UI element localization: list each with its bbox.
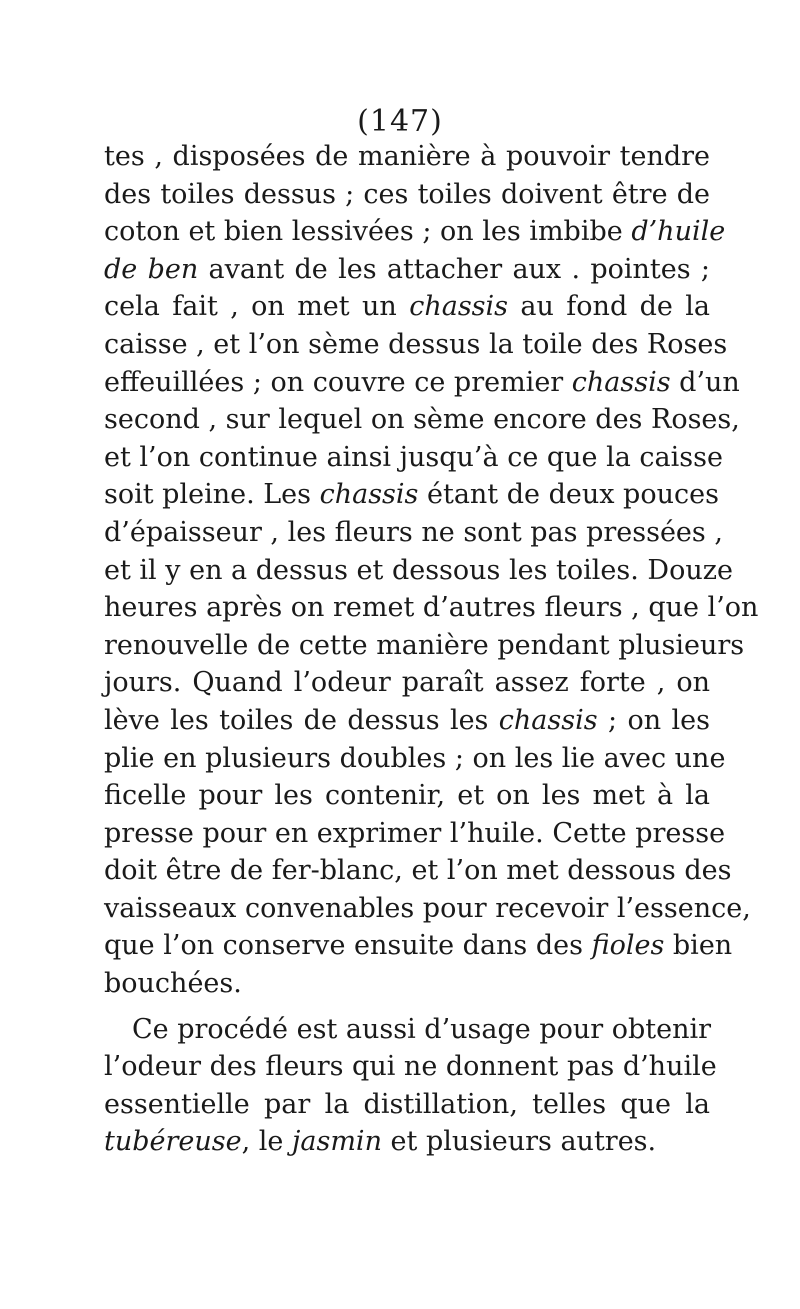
text-run: doit être de fer-blanc, et l’on met dessous des	[104, 855, 732, 887]
text-run: d’un	[670, 366, 740, 398]
text-line	[104, 326, 728, 364]
text-run: presse pour en exprimer l’huile. Cette presse	[104, 817, 726, 849]
paragraph	[104, 138, 759, 1003]
text-run: second , sur lequel on sème encore des Roses,	[104, 404, 740, 436]
text-line	[104, 176, 710, 214]
text-line	[104, 890, 751, 928]
text-run: ; on les	[597, 704, 710, 736]
text-run: Ce procédé est aussi d’usage pour obtenir	[132, 1013, 712, 1045]
text-line	[104, 1123, 710, 1161]
page-number: (147)	[357, 104, 443, 139]
text-run: que l’on conserve ensuite dans des	[104, 930, 592, 962]
text-line	[104, 439, 723, 477]
text-run: coton et bien lessivées ; on les imbibe	[104, 216, 632, 248]
text-run: l’odeur des fleurs qui ne donnent pas d’huile	[104, 1051, 717, 1083]
text-run: et il y en a dessus et dessous les toiles. Douze	[104, 554, 733, 586]
text-run: essentielle par la distillation, telles que la	[104, 1088, 710, 1120]
text-line	[104, 251, 710, 289]
italic-text: chassis	[319, 479, 419, 511]
text-line	[104, 1011, 710, 1049]
text-line	[104, 1048, 717, 1086]
text-line	[104, 138, 710, 176]
text-run: bien	[664, 930, 733, 962]
italic-text: jasmin	[292, 1126, 382, 1158]
paragraph	[104, 1011, 717, 1161]
text-run: jours. Quand l’odeur paraît assez forte , on	[104, 667, 710, 699]
text-line	[104, 815, 726, 853]
text-run: tes , disposées de manière à pouvoir tendre	[104, 141, 710, 172]
text-run: soit pleine. Les	[104, 479, 320, 511]
paragraph-gap	[104, 1003, 710, 1011]
text-run: au fond de la	[508, 291, 711, 323]
text-line	[104, 740, 726, 778]
text-run: cela fait , on met un	[104, 291, 410, 323]
text-line	[104, 552, 733, 590]
text-run: bouchées.	[104, 968, 242, 1000]
italic-text: chassis	[498, 704, 598, 736]
text-run: , le	[241, 1126, 292, 1158]
text-line	[104, 401, 740, 439]
text-line	[104, 664, 710, 702]
text-run: plie en plusieurs doubles ; on les lie avec une	[104, 742, 726, 774]
text-line	[104, 364, 740, 402]
text-run: des toiles dessus ; ces toiles doivent être de	[104, 178, 710, 210]
text-line	[104, 589, 759, 627]
text-line	[104, 288, 710, 326]
text-run: vaisseaux convenables pour recevoir l’essence,	[104, 892, 751, 924]
text-line	[104, 627, 745, 665]
text-run: renouvelle de cette manière pendant plusieurs	[104, 629, 745, 661]
text-line	[104, 965, 710, 1003]
text-run: lève les toiles de dessus les	[104, 704, 499, 736]
text-run: effeuillées ; on couvre ce premier	[104, 366, 572, 398]
text-line	[104, 476, 719, 514]
text-line	[104, 514, 723, 552]
text-run: d’épaisseur , les fleurs ne sont pas pressées ,	[104, 516, 723, 548]
text-line	[104, 777, 710, 815]
body-text	[104, 138, 759, 1161]
text-line	[104, 852, 732, 890]
text-run: heures après on remet d’autres fleurs , que l’on	[104, 592, 759, 624]
italic-text: chassis	[409, 291, 509, 323]
text-run: et l’on continue ainsi jusqu’à ce que la caisse	[104, 441, 723, 473]
text-run: avant de les attacher aux . pointes ;	[198, 253, 710, 285]
text-line	[104, 1086, 710, 1124]
text-run: et plusieurs autres.	[381, 1126, 657, 1158]
text-run: caisse , et l’on sème dessus la toile des Roses	[104, 328, 728, 360]
italic-text: d’huile	[631, 216, 726, 248]
text-line	[104, 702, 710, 740]
text-line	[104, 927, 733, 965]
italic-text: chassis	[571, 366, 671, 398]
italic-text: de ben	[104, 253, 199, 285]
text-run: ficelle pour les contenir, et on les met à la	[104, 780, 710, 812]
text-run: étant de deux pouces	[418, 479, 719, 511]
italic-text: fioles	[591, 930, 665, 962]
italic-text: tubéreuse	[104, 1126, 242, 1158]
text-line	[104, 213, 726, 251]
